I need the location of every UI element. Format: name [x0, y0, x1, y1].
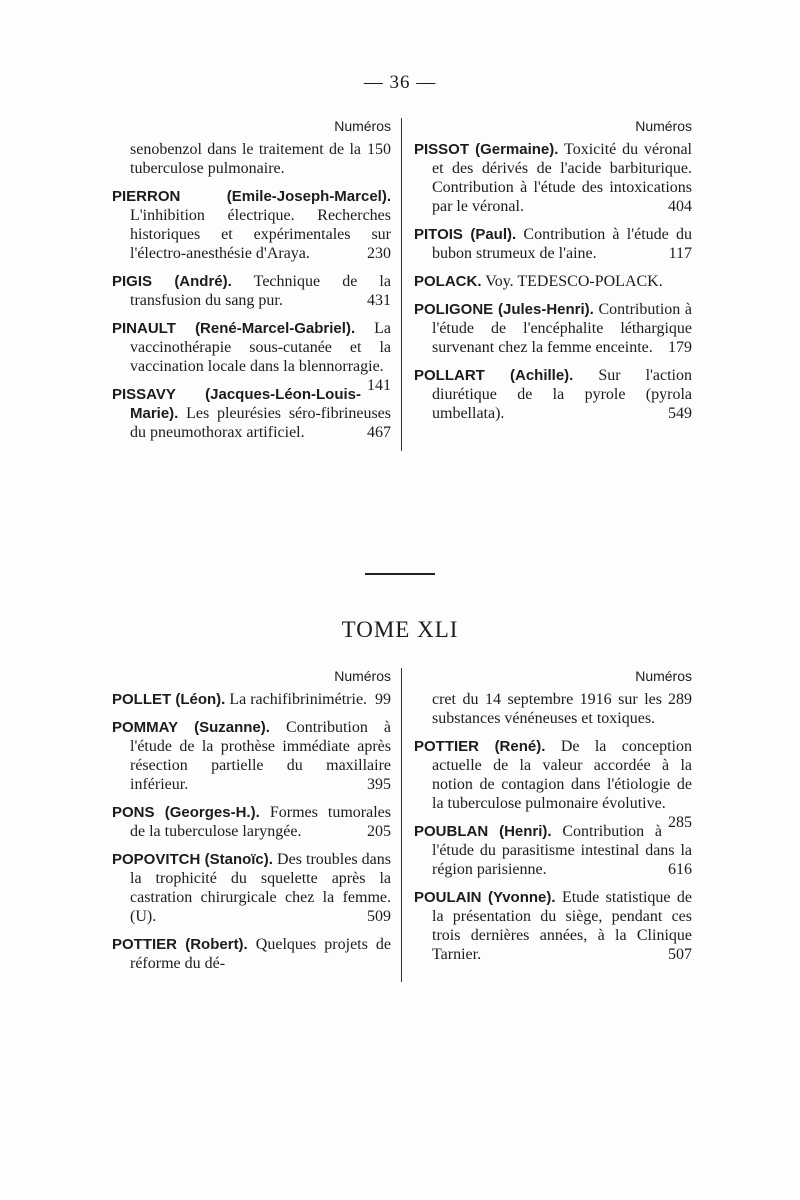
entry-author: POLLET (Léon). — [112, 691, 226, 708]
entry-author: PINAULT (René-Marcel-Gabriel). — [112, 320, 356, 337]
entry-text: Toxicité du véronal et des dérivés de l'acide barbiturique. Contribution à l'étude des intoxications par le véronal. — [432, 141, 692, 215]
entry-number: 141 — [367, 377, 391, 394]
column-left — [112, 118, 402, 451]
entry-number: 404 — [668, 198, 692, 215]
entry-author: POLACK. — [414, 273, 482, 290]
entry-author: PISSAVY (Jacques-Léon-Louis-Marie). — [112, 386, 361, 422]
index-entry — [414, 888, 692, 964]
index-entry — [112, 690, 391, 709]
entry-number: 99 — [375, 691, 391, 708]
entry-number: 507 — [668, 946, 692, 963]
index-entry — [414, 737, 692, 831]
index-entry — [414, 140, 692, 216]
column-header: Numéros — [334, 668, 391, 684]
entry-text: Contribution à l'étude de l'encéphalite léthargique survenant chez la femme enceinte. — [432, 301, 693, 356]
entry-author: POPOVITCH (Stanoïc). — [112, 851, 273, 868]
entry-text: Technique de la transfusion du sang pur. — [130, 273, 391, 309]
column-header: Numéros — [334, 118, 391, 134]
index-entry — [414, 366, 692, 423]
index-entry — [112, 935, 391, 973]
entry-number: 431 — [367, 292, 391, 309]
entry-author: POULAIN (Yvonne). — [414, 889, 556, 906]
entry-text: Voy. TEDESCO-POLACK. — [485, 273, 663, 290]
column-header: Numéros — [635, 118, 692, 134]
entry-text: Contribution à l'étude du parasitisme intestinal dans la région parisienne. — [432, 823, 692, 878]
entry-number: 289 — [668, 691, 692, 708]
entry-author: POTTIER (Robert). — [112, 936, 248, 953]
entry-text: Les pleurésies séro-fibrineuses du pneumothorax artificiel. — [130, 405, 392, 441]
entry-text: cret du 14 septembre 1916 sur les substances vénéneuses et toxiques. — [432, 691, 662, 727]
entry-text: Contribution à l'étude de la prothèse immédiate après résection partielle du maxillaire inférieur. — [130, 719, 392, 793]
entry-text: Quelques projets de réforme du dé- — [130, 936, 391, 972]
entry-number: 285 — [668, 814, 692, 831]
entry-number: 179 — [668, 339, 692, 356]
entry-number: 117 — [668, 245, 692, 262]
entry-author: PIERRON (Emile-Joseph-Marcel). — [112, 188, 391, 205]
index-entry — [112, 385, 391, 442]
entry-author: POUBLAN (Henri). — [414, 823, 552, 840]
entry-text: senobenzol dans le traitement de la tuberculose pulmonaire. — [130, 141, 361, 177]
index-entry — [414, 822, 692, 879]
column-right — [402, 118, 692, 451]
index-entry — [414, 225, 692, 263]
entry-text: Etude statistique de la présentation du siège, pendant ces trois dernières années, à la Clinique Tarnier. — [432, 889, 692, 963]
section-divider — [365, 573, 435, 575]
entry-author: PIGIS (André). — [112, 273, 232, 290]
tome-title: TOME XLI — [341, 617, 459, 642]
index-entry — [414, 690, 692, 728]
index-entry — [414, 272, 692, 291]
entry-author: POLLART (Achille). — [414, 367, 574, 384]
index-entry — [112, 140, 391, 178]
entry-text: L'inhibition électrique. Recherches historiques et expérimentales sur l'électro-anesthésie d'Araya. — [130, 207, 391, 262]
entry-text: Formes tumorales de la tuberculose laryngée. — [130, 804, 392, 840]
column-left — [112, 668, 402, 982]
entry-text: De la conception actuelle de la valeur accordée à la notion de contagion dans l'étiologie de la tuberculose pulmonaire évolutive. — [432, 738, 692, 812]
column-right — [402, 668, 692, 982]
entry-author: PITOIS (Paul). — [414, 226, 517, 243]
column-header: Numéros — [635, 668, 692, 684]
entry-text: Sur l'action diurétique de la pyrole (pyrola umbellata). — [432, 367, 692, 422]
index-section-2 — [112, 668, 692, 982]
entry-number: 230 — [367, 245, 391, 262]
index-section-1 — [112, 118, 692, 451]
entry-number: 467 — [367, 424, 391, 441]
entry-author: POTTIER (René). — [414, 738, 546, 755]
entry-author: POLIGONE (Jules-Henri). — [414, 301, 594, 318]
index-entry — [112, 718, 391, 794]
entry-author: PONS (Georges-H.). — [112, 804, 260, 821]
index-entry — [112, 850, 391, 926]
entry-number: 150 — [367, 141, 391, 158]
page-number: — 36 — — [363, 72, 437, 93]
entry-text: Contribution à l'étude du bubon strumeux de l'aine. — [432, 226, 693, 262]
entry-author: POMMAY (Suzanne). — [112, 719, 270, 736]
entry-number: 509 — [367, 908, 391, 925]
entry-text: Des troubles dans la trophicité du squelette après la castration chirurgicale chez la femme. (U). — [130, 851, 391, 925]
index-entry — [112, 187, 391, 263]
entry-text: La rachifibrinimétrie. — [229, 691, 368, 708]
entry-number: 616 — [668, 861, 692, 878]
entry-number: 395 — [367, 776, 391, 793]
entry-number: 205 — [367, 823, 391, 840]
index-entry — [112, 272, 391, 310]
index-entry — [414, 300, 692, 357]
index-entry — [112, 803, 391, 841]
entry-text: La vaccinothérapie sous-cutanée et la vaccination locale dans la blennorragie. — [130, 320, 391, 375]
entry-number: 549 — [668, 405, 692, 422]
entry-author: PISSOT (Germaine). — [414, 141, 559, 158]
index-entry — [112, 319, 391, 394]
